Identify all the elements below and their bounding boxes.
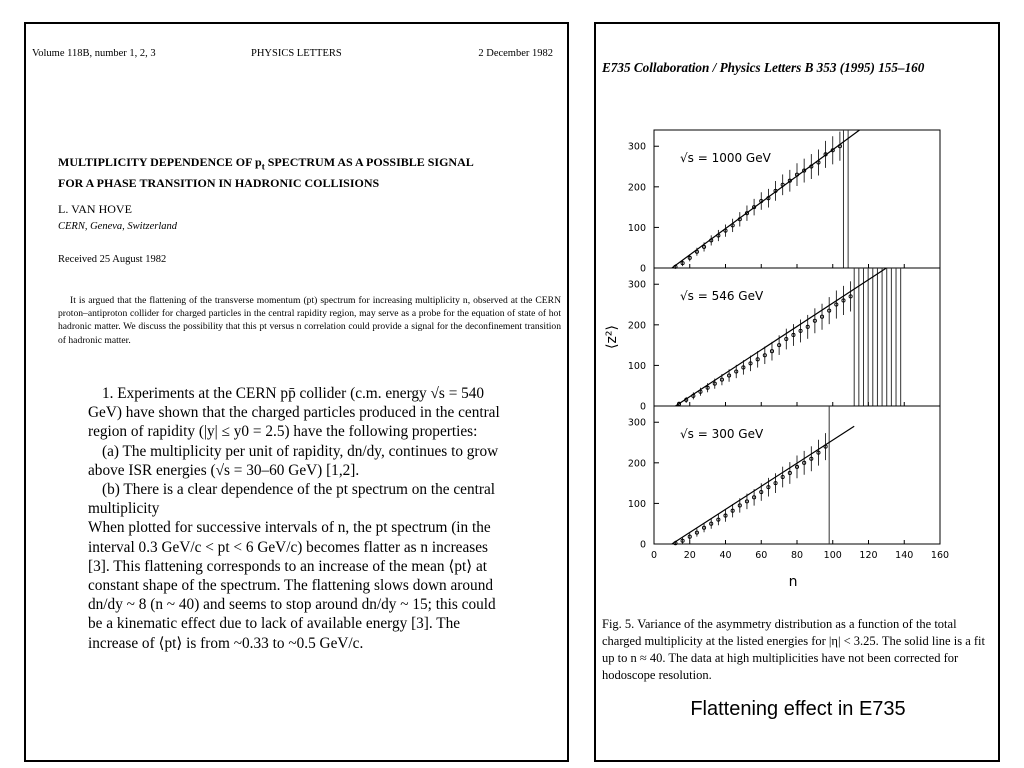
y-tick-label: 200 bbox=[627, 458, 646, 470]
journal-header: PHYSICS LETTERS bbox=[251, 48, 342, 59]
received-date: Received 25 August 1982 bbox=[58, 254, 167, 265]
journal-citation: E735 Collaboration / Physics Letters B 353 (1995) 155–160 bbox=[602, 60, 925, 75]
affiliation: CERN, Geneva, Switzerland bbox=[58, 221, 177, 232]
body-paragraph: 1. Experiments at the CERN pp̄ collider (c.m. energy √s = 540 GeV) have shown that the charged particles produced in the central region of rapidity (|y| ≤ y0 = 2.5) have the following properties: bbox=[88, 385, 500, 441]
x-tick-label: 20 bbox=[683, 550, 696, 561]
slide-caption: Flattening effect in E735 bbox=[690, 698, 906, 720]
y-tick-label: 200 bbox=[627, 320, 646, 332]
x-tick-label: 140 bbox=[895, 550, 914, 561]
right-paper-page bbox=[594, 22, 1000, 762]
y-tick-label: 0 bbox=[639, 263, 646, 275]
energy-label: √s = 300 GeV bbox=[680, 427, 764, 441]
y-tick-label: 200 bbox=[627, 182, 646, 194]
y-tick-label: 100 bbox=[627, 360, 646, 372]
x-tick-label: 40 bbox=[719, 550, 732, 561]
left-paper-page bbox=[24, 22, 569, 762]
energy-label: √s = 1000 GeV bbox=[680, 151, 771, 165]
date-header: 2 December 1982 bbox=[478, 48, 553, 59]
fit-line bbox=[672, 426, 854, 544]
abstract: It is argued that the flattening of the transverse momentum (pt) spectrum for increasing multiplicity n, observed at the CERN proton–antiproton collider for charged particles in the central rapidity region, may serve as a probe for the equation of state of hot hadronic matter. We discuss the possibility that this pt versus n correlation could provide a signal for the deconfinement transition of hadronic matter. bbox=[58, 295, 561, 346]
y-tick-label: 300 bbox=[627, 417, 646, 429]
y-tick-label: 0 bbox=[639, 539, 646, 551]
energy-label: √s = 546 GeV bbox=[680, 289, 764, 303]
y-axis-label: ⟨z²⟩ bbox=[604, 325, 620, 349]
x-tick-label: 120 bbox=[859, 550, 878, 561]
figure-caption: Fig. 5. Variance of the asymmetry distribution as a function of the total charged multiplicity at the listed energies for |η| < 3.25. The solid line is a fit up to n ≈ 40. The data at high multiplicities have not been corrected for hodoscope resolution. bbox=[602, 617, 985, 682]
x-tick-label: 160 bbox=[930, 550, 950, 561]
x-axis-label: n bbox=[788, 574, 798, 590]
x-tick-label: 80 bbox=[790, 550, 804, 561]
variance-chart bbox=[596, 120, 998, 590]
y-tick-label: 100 bbox=[627, 498, 646, 510]
x-tick-label: 100 bbox=[823, 550, 842, 561]
y-tick-label: 100 bbox=[627, 222, 646, 234]
author: L. VAN HOVE bbox=[58, 202, 132, 216]
body-text bbox=[88, 384, 508, 653]
body-paragraph: (a) The multiplicity per unit of rapidity, dn/dy, continues to grow above ISR energies (√s = 30–60 GeV) [1,2]. bbox=[88, 442, 499, 479]
y-tick-label: 300 bbox=[627, 279, 646, 291]
y-tick-label: 300 bbox=[627, 141, 646, 153]
y-tick-label: 0 bbox=[639, 401, 646, 413]
volume-header: Volume 118B, number 1, 2, 3 bbox=[32, 48, 156, 59]
x-tick-label: 60 bbox=[755, 550, 768, 561]
paper-title: MULTIPLICITY DEPENDENCE OF $p_t$ SPECTRUM AS A POSSIBLE SIGNAL FOR A PHASE TRANSITION IN HADRONIC COLLISIONS bbox=[58, 155, 474, 191]
x-tick-label: 0 bbox=[650, 550, 658, 561]
body-paragraph: When plotted for successive intervals of n, the pt spectrum (in the interval 0.3 GeV/c < pt < 6 GeV/c) becomes flatter as n increases [3]. This flattening corresponds to an increase of the mean ⟨pt⟩ at constant shape of the spectrum. The flattening slows down around dn/dy ~ 8 (n ~ 40) and seems to stop around dn/dy ~ 15; this could be a kinematic effect due to lack of available energy [3]. The increase of ⟨pt⟩ is from ~0.33 to ~0.5 GeV/c. bbox=[88, 519, 496, 652]
body-paragraph: (b) There is a clear dependence of the pt spectrum on the central multiplicity bbox=[88, 481, 496, 518]
